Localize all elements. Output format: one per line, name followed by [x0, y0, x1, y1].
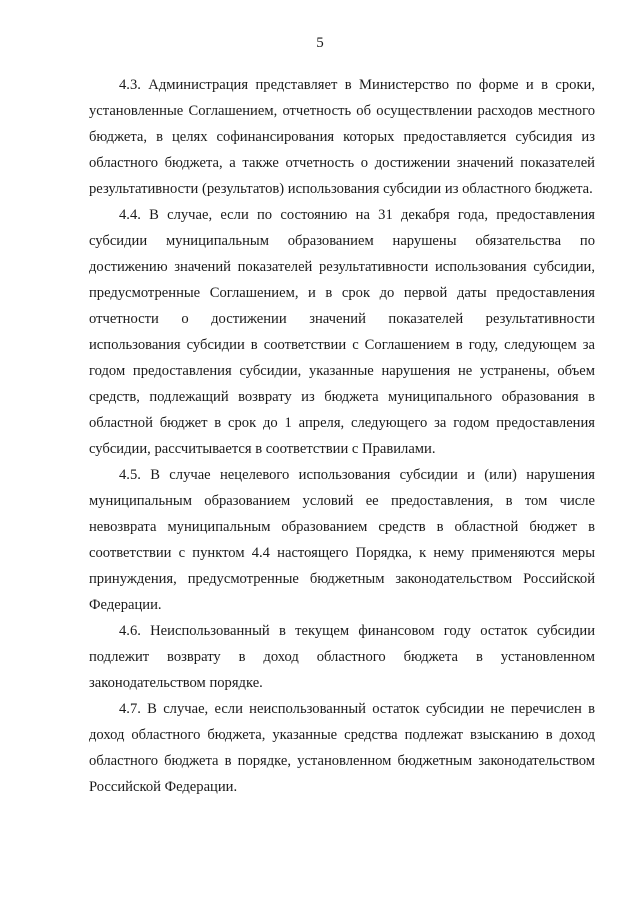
document-body — [89, 72, 595, 800]
paragraph-4-6: 4.6. Неиспользованный в текущем финансовом году остаток субсидии подлежит возврату в доход областного бюджета в установленном законодательством порядке. — [89, 623, 595, 691]
paragraph-4-5: 4.5. В случае нецелевого использования субсидии и (или) нарушения муниципальным образованием условий ее предоставления, в том числе невозврата муниципальным образованием средств в областной бюджет в соответствии с пунктом 4.4 настоящего Порядка, к нему применяются меры принуждения, предусмотренные бюджетным законодательством Российской Федерации. — [89, 467, 595, 613]
page-number: 5 — [316, 35, 324, 51]
paragraph-4-7: 4.7. В случае, если неиспользованный остаток субсидии не перечислен в доход областного бюджета, указанные средства подлежат взысканию в доход областного бюджета в порядке, установленном бюджетным законодательством Российской Федерации. — [89, 701, 595, 795]
paragraph-4-3: 4.3. Администрация представляет в Министерство по форме и в сроки, установленные Соглашением, отчетность об осуществлении расходов местного бюджета, в целях софинансирования которых предоставляется субсидия из областного бюджета, а также отчетность о достижении значений показателей результативности (результатов) использования субсидии из областного бюджета. — [89, 77, 595, 197]
paragraph-4-4: 4.4. В случае, если по состоянию на 31 декабря года, предоставления субсидии муниципальным образованием нарушены обязательства по достижению значений показателей результативности использования субсидии, предусмотренные Соглашением, и в срок до первой даты предоставления отчетности о достижении значений показателей результативности использования субсидии в соответствии с Соглашением в году, следующем за годом предоставления субсидии, указанные нарушения не устранены, объем средств, подлежащий возврату из бюджета муниципального образования в областной бюджет в срок до 1 апреля, следующего за годом предоставления субсидии, рассчитывается в соответствии с Правилами. — [89, 207, 595, 457]
